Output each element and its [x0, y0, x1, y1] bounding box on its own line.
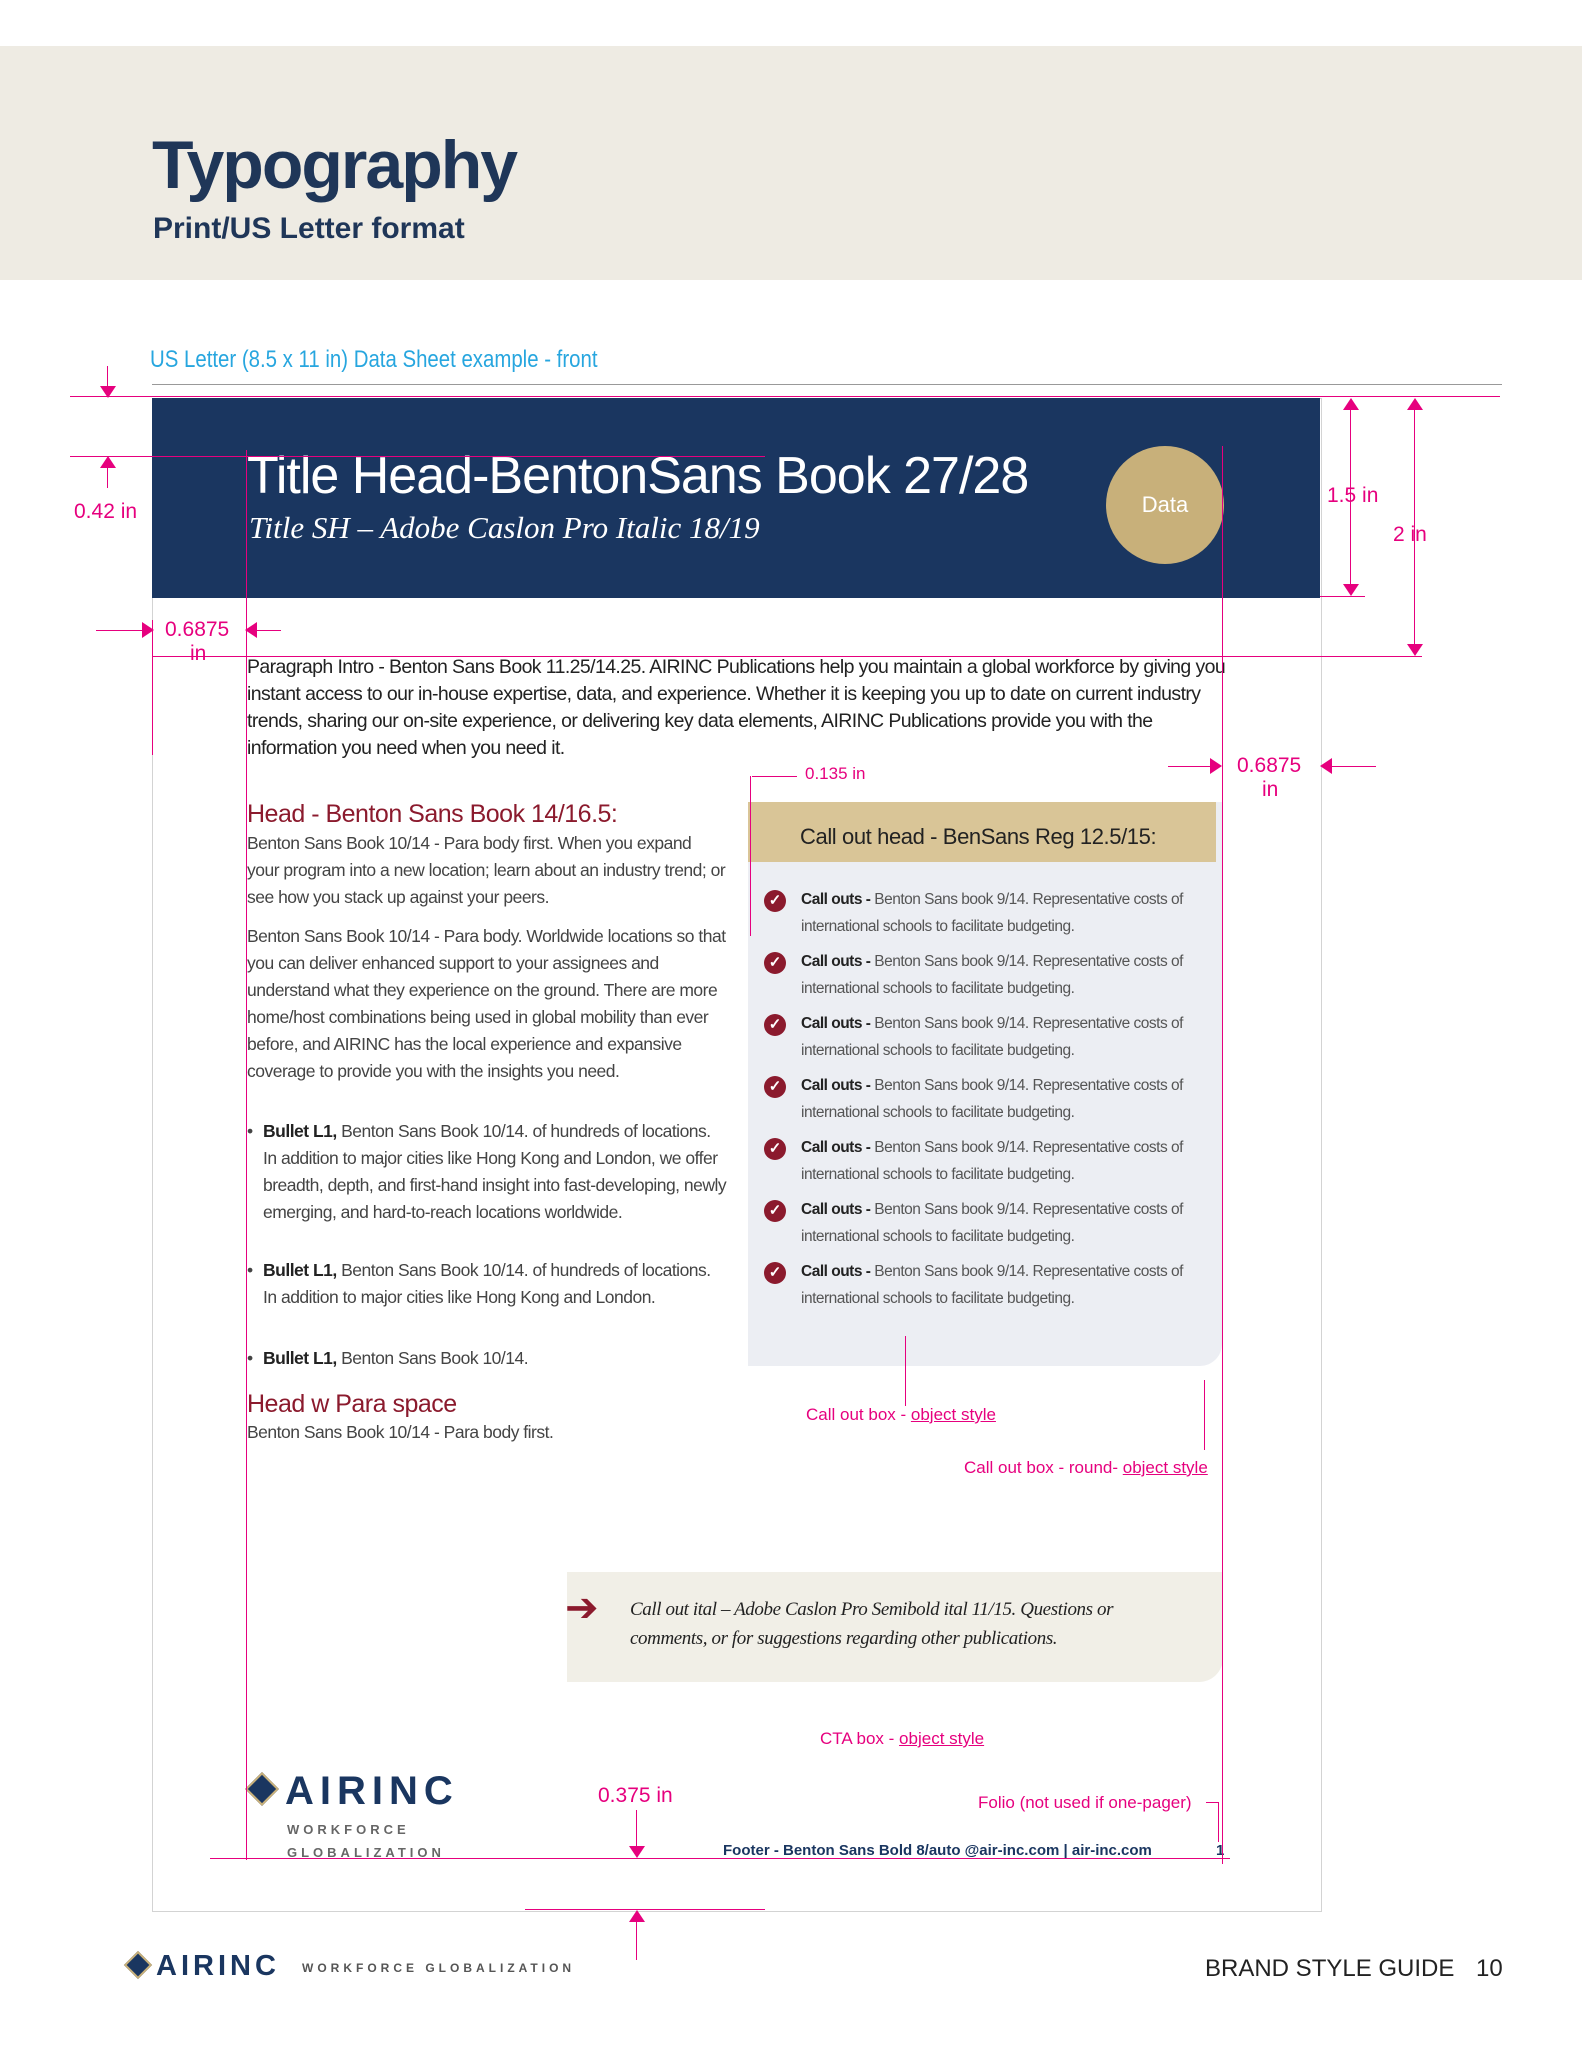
check-icon: ✓	[764, 952, 786, 974]
guide-sheet-edge	[152, 620, 153, 755]
arrow-left-icon	[245, 622, 257, 638]
guide-round-leader	[1204, 1380, 1205, 1450]
callout-label: Call outs -	[801, 891, 875, 908]
para-body-first: Benton Sans Book 10/14 - Para body first. When you expand your program into a new location; learn about an industry trend; or see how you stack up against your peers.	[247, 833, 726, 907]
cta-text: Call out ital – Adobe Caslon Pro Semibold ital 11/15. Questions or comments, or for suggestions regarding other publications.	[630, 1599, 1114, 1649]
callout-text: Benton Sans book 9/14. Representative costs of international schools to facilitate budgeting.	[801, 1263, 1183, 1307]
head-2: Head w Para space	[247, 1390, 457, 1418]
title-subhead: Title SH – Adobe Caslon Pro Italic 18/19	[249, 510, 760, 545]
dim-left-margin-unit: in	[190, 642, 207, 665]
check-icon: ✓	[764, 1014, 786, 1036]
callout-text: Benton Sans book 9/14. Representative costs of international schools to facilitate budgeting.	[801, 1077, 1183, 1121]
arrow-up-icon	[1407, 398, 1423, 410]
guide-footer-baseline	[210, 1858, 1230, 1859]
arrow-left-icon	[1320, 758, 1332, 774]
note-cta-box: CTA box - object style	[820, 1729, 985, 1748]
arrow-up-icon	[100, 456, 116, 468]
note-callout-round: Call out box - round- object style	[964, 1458, 1208, 1477]
callout-head: Call out head - BenSans Reg 12.5/15:	[800, 824, 1157, 849]
bullet-lead: Bullet L1,	[263, 1260, 337, 1280]
check-icon: ✓	[764, 890, 786, 912]
head-2-body: Benton Sans Book 10/14 - Para body first.	[247, 1422, 554, 1442]
page-number: 10	[1476, 1955, 1503, 1982]
arrow-right-icon	[1210, 758, 1222, 774]
para-body: Benton Sans Book 10/14 - Para body. Worldwide locations so that you can deliver enhanced support to your assignees and understand what they experience on the ground. There are more home/host combinations being used in global mobility than ever before, and AIRINC has the local experience and expansive coverage to provide you with the insights you need.	[247, 926, 726, 1081]
guide-right-margin-arrow-2	[1332, 766, 1376, 767]
arrow-up-icon	[629, 1910, 645, 1922]
guide-title-baseline	[70, 456, 765, 457]
guide-left-margin	[246, 450, 247, 1860]
dim-band-plus: 2 in	[1393, 523, 1427, 546]
arrow-down-icon	[1343, 584, 1359, 596]
guide-gutter-tick	[752, 776, 797, 777]
guide-right-margin	[1222, 446, 1223, 1864]
arrow-down-icon	[1407, 644, 1423, 656]
bullet-lead: Bullet L1,	[263, 1348, 337, 1368]
arrow-right-icon: ➔	[565, 1586, 599, 1630]
footer-logo-word: AIRINC	[156, 1950, 280, 1982]
guide-footer-arrow-line	[636, 1810, 637, 1850]
callout-text: Benton Sans book 9/14. Representative costs of international schools to facilitate budgeting.	[801, 953, 1183, 997]
guide-gutter-left	[750, 776, 751, 936]
dim-footer-margin: 0.375 in	[598, 1784, 673, 1807]
guide-callout-leader	[905, 1336, 906, 1406]
logo-word: AIRINC	[285, 1769, 459, 1813]
guide-right-margin-arrow	[1168, 766, 1210, 767]
data-badge: Data	[1106, 446, 1224, 564]
guide-left-margin-arrow-2	[257, 630, 281, 631]
guide-page-bottom	[525, 1909, 765, 1910]
head-1: Head - Benton Sans Book 14/16.5:	[247, 800, 618, 828]
guide-band-bottom	[1320, 596, 1365, 597]
guide-folio-tick	[1206, 1802, 1218, 1803]
guide-left-margin-arrow	[96, 630, 142, 631]
callout-label: Call outs -	[801, 1263, 875, 1280]
bullet-item: • Bullet L1, Benton Sans Book 10/14.	[247, 1348, 529, 1368]
bullet-text: Benton Sans Book 10/14.	[336, 1348, 529, 1368]
check-icon: ✓	[764, 1138, 786, 1160]
title-head: Title Head-BentonSans Book 27/28	[247, 447, 1029, 505]
check-icon: ✓	[764, 1262, 786, 1284]
callout-label: Call outs -	[801, 1139, 875, 1156]
dim-top-margin: 0.42 in	[74, 500, 138, 523]
intro-paragraph: Paragraph Intro - Benton Sans Book 11.25/14.25. AIRINC Publications help you maintain a global workforce by giving you instant access to our in-house expertise, data, and experience. Whether it is keeping you up to date on current industry trends, sharing our on-site experience, or delivering key data elements, AIRINC Publications provide you with the information you need when you need it.	[247, 656, 1226, 759]
arrow-right-icon	[142, 622, 154, 638]
callout-text: Benton Sans book 9/14. Representative costs of international schools to facilitate budgeting.	[801, 891, 1183, 935]
callout-label: Call outs -	[801, 1201, 875, 1218]
arrow-down-icon	[100, 386, 116, 398]
guide-bottom-arrow-line	[636, 1920, 637, 1960]
dim-band-height: 1.5 in	[1327, 484, 1379, 507]
check-icon: ✓	[764, 1076, 786, 1098]
callout-text: Benton Sans book 9/14. Representative costs of international schools to facilitate budgeting.	[801, 1015, 1183, 1059]
callout-text: Benton Sans book 9/14. Representative costs of international schools to facilitate budgeting.	[801, 1201, 1183, 1245]
logo-tagline-2: GLOBALIZATION	[287, 1845, 445, 1860]
dim-right-margin: 0.6875	[1237, 754, 1302, 777]
logo-tagline-1: WORKFORCE	[287, 1822, 410, 1837]
arrow-up-icon	[1343, 398, 1359, 410]
check-icon: ✓	[764, 1200, 786, 1222]
bullet-text: Benton Sans Book 10/14. of hundreds of locations. In addition to major cities like Hong Kong and London.	[263, 1260, 711, 1307]
section-rule	[152, 384, 1502, 385]
dim-right-margin-unit: in	[1262, 778, 1279, 801]
note-folio: Folio (not used if one-pager)	[978, 1793, 1192, 1812]
callout-text: Benton Sans book 9/14. Representative costs of international schools to facilitate budgeting.	[801, 1139, 1183, 1183]
bullet-item: • Bullet L1, Benton Sans Book 10/14. of hundreds of locations. In addition to major cities like Hong Kong and London.	[247, 1260, 711, 1307]
dim-left-margin: 0.6875	[165, 618, 230, 641]
logo-mark-icon	[124, 1951, 152, 1979]
folio: 1	[1216, 1842, 1225, 1859]
bullet-lead: Bullet L1,	[263, 1121, 337, 1141]
guide-folio-leader	[1218, 1802, 1219, 1842]
bullet-item: • Bullet L1, Benton Sans Book 10/14. of hundreds of locations. In addition to major cities like Hong Kong and London, we offer breadth, depth, and first-hand insight into fast-developing, newly emerging, and hard-to-reach locations worldwide.	[247, 1121, 727, 1222]
page-title: Typography	[152, 127, 517, 203]
guide-intro-top	[152, 656, 1422, 657]
callout-label: Call outs -	[801, 953, 875, 970]
dim-gutter: 0.135 in	[805, 764, 866, 783]
sheet-footer: Footer - Benton Sans Bold 8/auto @air-inc.com | air-inc.com	[723, 1842, 1152, 1859]
example-label: US Letter (8.5 x 11 in) Data Sheet example - front	[150, 346, 598, 373]
arrow-down-icon	[629, 1846, 645, 1858]
brand-style-guide-label: BRAND STYLE GUIDE	[1205, 1955, 1455, 1982]
callout-label: Call outs -	[801, 1077, 875, 1094]
page-subtitle: Print/US Letter format	[153, 212, 465, 245]
note-callout-box: Call out box - object style	[806, 1405, 996, 1424]
callout-label: Call outs -	[801, 1015, 875, 1032]
footer-logo-tag: WORKFORCE GLOBALIZATION	[302, 1961, 576, 1975]
guide-top-margin	[70, 396, 1500, 397]
bullet-text: Benton Sans Book 10/14. of hundreds of locations. In addition to major cities like Hong Kong and London, we offer breadth, depth, and first-hand insight into fast-developing, newly emerging, and hard-to-reach locations worldwide.	[263, 1121, 727, 1222]
